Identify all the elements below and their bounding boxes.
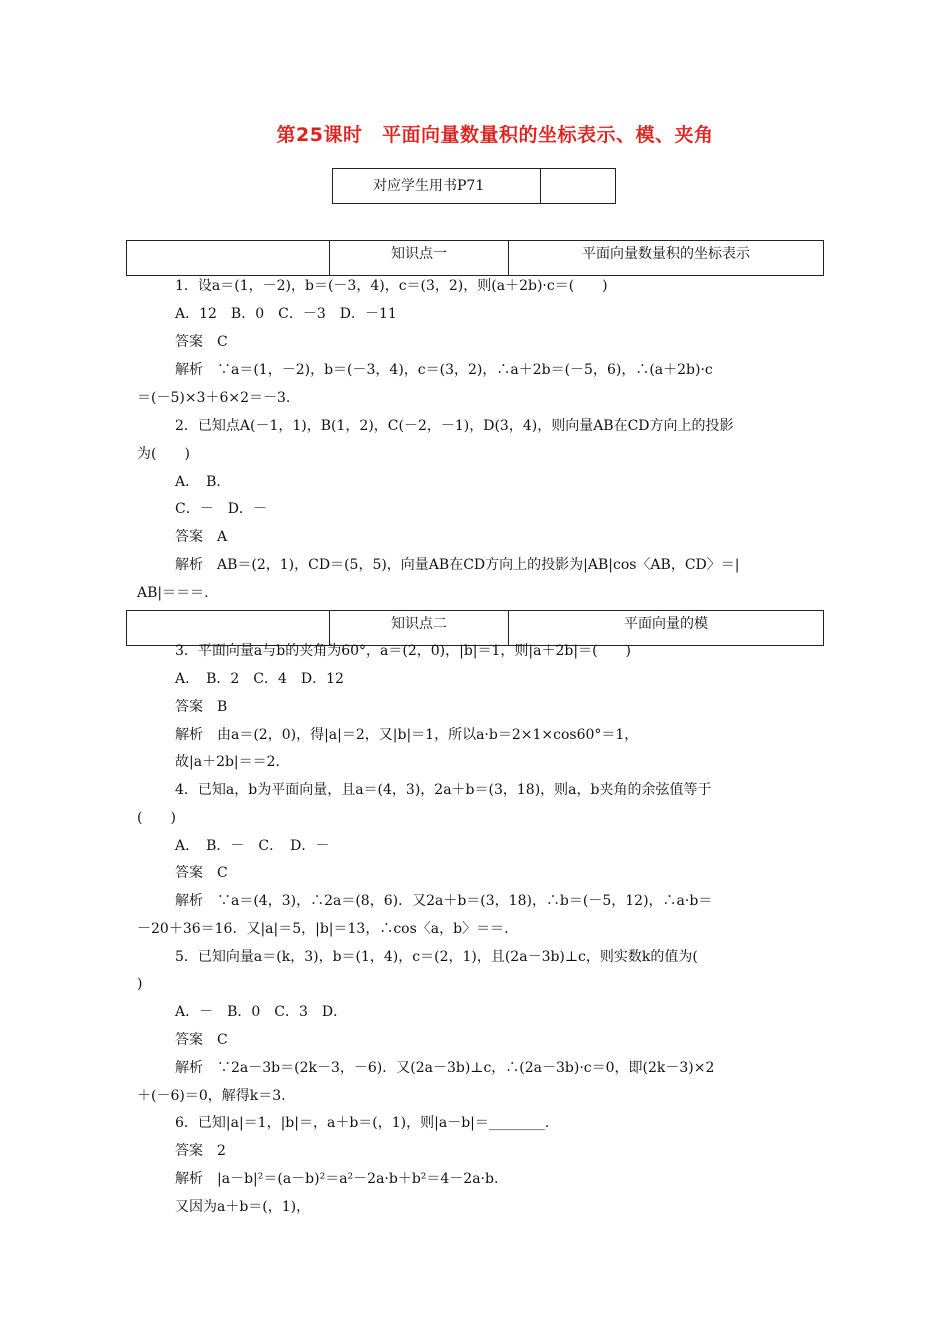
text-line: 3．平面向量a与b的夹角为60°，a＝(2，0)，|b|＝1，则|a＋2b|＝( ): [175, 643, 631, 659]
text-line: 解析 ∵a＝(1，－2)，b＝(－3，4)，c＝(3，2)，∴a＋2b＝(－5，6)，∴(a＋2b)·c: [175, 362, 713, 378]
text-line: 又因为a＋b＝(，1)，: [175, 1199, 311, 1215]
text-line: A．－ B．0 C．3 D．: [175, 1004, 348, 1020]
text-line: 答案 C: [175, 1032, 228, 1048]
reference-empty-cell: [541, 169, 615, 203]
text-line: 故|a＋2b|＝＝2.: [175, 754, 281, 770]
text-line: C．－ D．－: [175, 501, 267, 517]
text-line: ( ): [137, 810, 176, 826]
text-line: 答案 2: [175, 1143, 226, 1159]
text-line: 解析 AB＝(2，1)，CD＝(5，5)，向量AB在CD方向上的投影为|AB|cos〈AB，CD〉＝|: [175, 557, 740, 573]
text-line: A． B．－ C． D．－: [175, 838, 330, 854]
text-line: 解析 由a＝(2，0)，得|a|＝2，又|b|＝1，所以a·b＝2×1×cos60°＝1，: [175, 727, 639, 743]
knowledge-point-number: 知识点一: [330, 241, 509, 275]
text-line: 答案 B: [175, 699, 228, 715]
text-line: 5．已知向量a＝(k，3)，b＝(1，4)，c＝(2，1)，且(2a－3b)⊥c，则实数k的值为(: [175, 949, 698, 965]
text-line: 解析 ∵2a－3b＝(2k－3，－6)．又(2a－3b)⊥c，∴(2a－3b)·c＝0，即(2k－3)×2: [175, 1060, 715, 1076]
text-line: 答案 A: [175, 529, 228, 545]
text-line: ＝(－5)×3＋6×2＝－3.: [137, 390, 291, 406]
text-line: －20＋36＝16．又|a|＝5，|b|＝13，∴cos〈a，b〉＝＝.: [137, 921, 509, 937]
text-line: 1．设a＝(1，－2)，b＝(－3，4)，c＝(3，2)，则(a＋2b)·c＝( ): [175, 278, 608, 294]
text-line: 2．已知点A(－1，1)，B(1，2)，C(－2，－1)，D(3，4)，则向量AB在CD方向上的投影: [175, 418, 734, 434]
text-line: 4．已知a，b为平面向量，且a＝(4，3)，2a＋b＝(3，18)，则a，b夹角的余弦值等于: [175, 782, 712, 798]
text-line: 解析 |a－b|²＝(a－b)²＝a²－2a·b＋b²＝4－2a·b.: [175, 1171, 499, 1187]
text-line: A． B．2 C．4 D．12: [175, 671, 344, 687]
text-line: A． B．: [175, 474, 231, 490]
reference-label: 对应学生用书P71: [333, 169, 541, 203]
text-line: 6．已知|a|＝1，|b|＝，a＋b＝(，1)，则|a－b|＝________.: [175, 1115, 550, 1131]
knowledge-point-header: [126, 240, 824, 276]
knowledge-point-topic: 平面向量的模: [624, 616, 708, 632]
reference-table: [332, 168, 616, 204]
text-line: A．12 B．0 C．－3 D．－11: [175, 306, 397, 322]
text-line: ＋(－6)＝0，解得k＝3.: [137, 1088, 286, 1104]
knowledge-point-number: 知识点二: [330, 611, 509, 645]
text-line: 为( ): [137, 446, 190, 462]
page-title: 第25课时 平面向量数量积的坐标表示、模、夹角: [276, 124, 714, 146]
text-line: 答案 C: [175, 865, 228, 881]
text-line: 解析 ∵a＝(4，3)，∴2a＝(8，6)．又2a＋b＝(3，18)，∴b＝(－5，12)，∴a·b＝: [175, 893, 713, 909]
text-line: AB|＝＝＝.: [137, 585, 209, 601]
text-line: 答案 C: [175, 334, 228, 350]
text-line: ): [137, 976, 143, 992]
knowledge-point-topic: 平面向量数量积的坐标表示: [582, 246, 750, 262]
